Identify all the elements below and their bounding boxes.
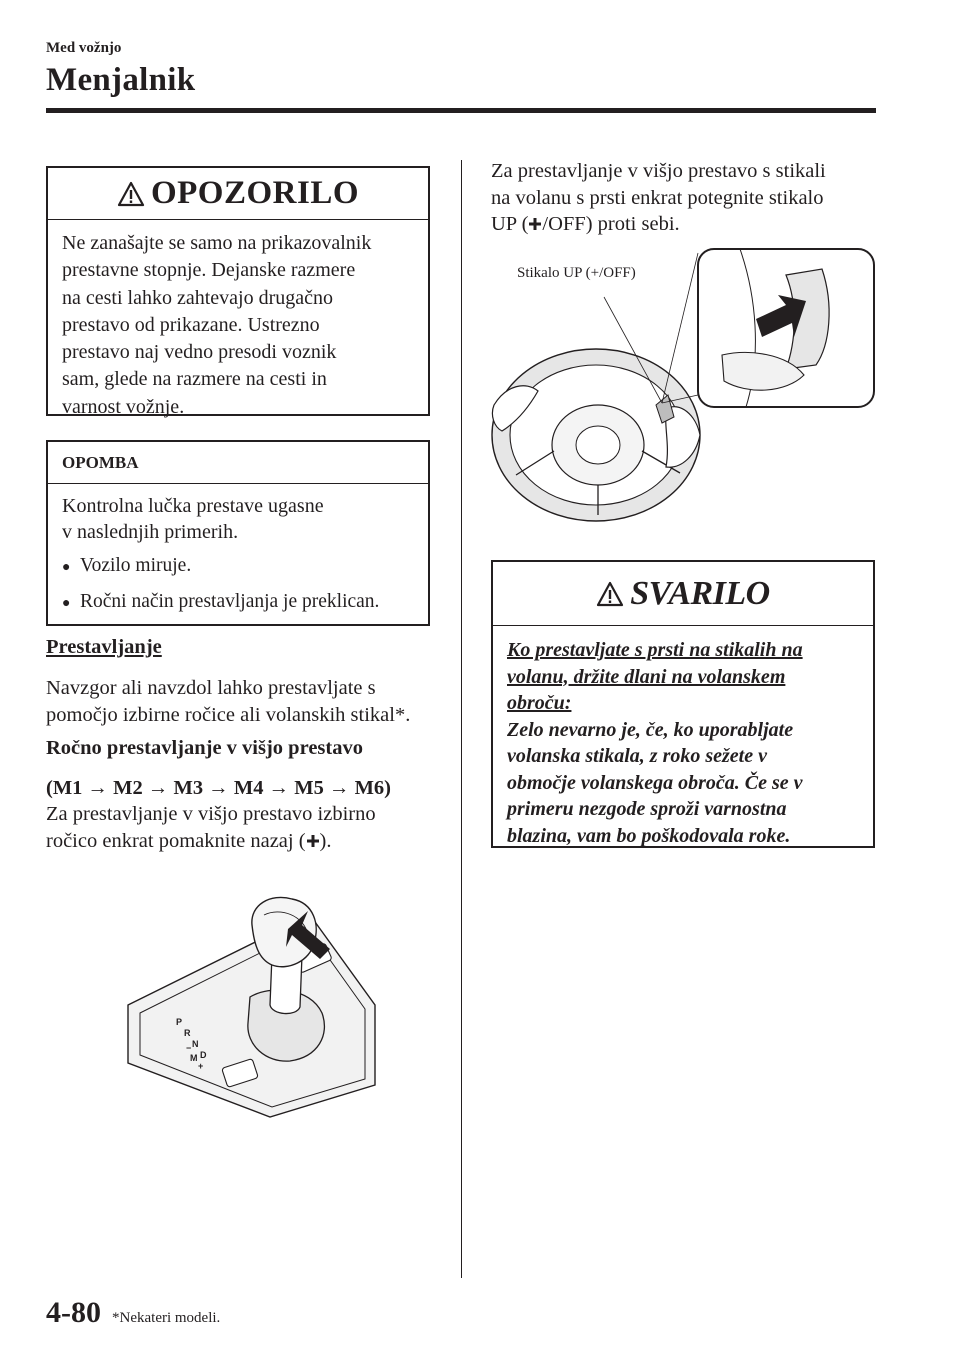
gear-label-minus: − bbox=[186, 1043, 192, 1053]
warning-header bbox=[48, 168, 428, 220]
caution-line: Zelo nevarno je, če, ko uporabljate bbox=[507, 718, 794, 741]
paddle-instruction-text: UP ( bbox=[491, 213, 529, 235]
shifting-intro-line: Navzgor ali navzdol lahko prestavljate s bbox=[46, 677, 376, 699]
warning-box bbox=[46, 166, 430, 416]
warning-line: prestavo od prikazane. Ustrezno bbox=[62, 313, 320, 336]
plus-icon bbox=[528, 217, 542, 231]
lever-instruction-text: ). bbox=[319, 829, 332, 852]
plus-icon bbox=[306, 834, 320, 848]
gear-label-n: N bbox=[192, 1039, 199, 1049]
warning-line: prestavo naj vedno presodi voznik bbox=[62, 341, 337, 364]
upshift-heading: Ročno prestavljanje v višjo prestavo bbox=[46, 737, 363, 759]
warning-line: na cesti lahko zahtevajo drugačno bbox=[62, 286, 333, 309]
note-item-text: Vozilo miruje. bbox=[80, 555, 192, 576]
gear-lever-illustration bbox=[120, 885, 380, 1125]
caution-line: volanska stikala, z roko sežete v bbox=[507, 745, 767, 767]
caution-title: SVARILO bbox=[630, 574, 770, 612]
gear-label-m: M bbox=[190, 1053, 198, 1063]
caution-underlined-line: obroču: bbox=[507, 692, 572, 714]
shifting-intro bbox=[46, 675, 410, 728]
note-box bbox=[46, 440, 430, 626]
gear-label-d: D bbox=[200, 1050, 207, 1060]
steering-wheel-illustration bbox=[486, 245, 878, 530]
caution-line: primeru nezgode sproži varnostna bbox=[507, 798, 787, 820]
section-label: Med vožnjo bbox=[46, 40, 122, 56]
warning-triangle-icon bbox=[596, 581, 624, 607]
shifting-intro-line: pomočjo izbirne ročice ali volanskih stikal*. bbox=[46, 703, 411, 726]
paddle-instruction-line: na volanu s prsti enkrat potegnite stikalo bbox=[491, 186, 824, 209]
caution-box bbox=[491, 560, 875, 848]
paddle-instruction bbox=[491, 158, 826, 238]
caution-underlined-line: volanu, držite dlani na volanskem bbox=[507, 665, 786, 688]
warning-triangle-icon bbox=[117, 181, 145, 207]
paddle-figure-label: Stikalo UP (+/OFF) bbox=[517, 265, 636, 281]
footnote: *Nekateri modeli. bbox=[112, 1310, 221, 1326]
note-item-text: Ročni način prestavljanja je preklican. bbox=[80, 591, 380, 612]
paddle-instruction-line bbox=[491, 211, 826, 238]
caution-text bbox=[493, 626, 873, 849]
bullet-icon: ● bbox=[62, 560, 71, 575]
page-number: 4-80 bbox=[46, 1296, 101, 1329]
lever-instruction bbox=[46, 801, 376, 854]
column-divider bbox=[461, 160, 462, 1278]
note-intro-line: Kontrolna lučka prestave ugasne bbox=[62, 495, 324, 517]
lever-instruction-line: Za prestavljanje v višjo prestavo izbirno bbox=[46, 803, 376, 825]
lever-instruction-line bbox=[46, 828, 376, 855]
gear-label-r: R bbox=[184, 1028, 191, 1038]
warning-line: sam, glede na razmere na cesti in bbox=[62, 368, 327, 391]
warning-line: varnost vožnje. bbox=[62, 395, 185, 418]
caution-header bbox=[493, 562, 873, 626]
paddle-instruction-line: Za prestavljanje v višjo prestavo s stikali bbox=[491, 160, 826, 182]
caution-underlined-line: Ko prestavljate s prsti na stikalih na bbox=[507, 639, 803, 661]
lever-instruction-text: ročico enkrat pomaknite nazaj ( bbox=[46, 829, 306, 852]
gear-sequence: (M1 → M2 → M3 → M4 → M5 → M6) bbox=[46, 777, 391, 799]
gear-label-p: P bbox=[176, 1017, 183, 1027]
note-header bbox=[48, 442, 428, 484]
warning-text bbox=[48, 220, 428, 421]
shifting-heading: Prestavljanje bbox=[46, 636, 162, 658]
warning-line: Ne zanašajte se samo na prikazovalnik bbox=[62, 232, 372, 254]
note-intro-line: v naslednjih primerih. bbox=[62, 521, 239, 543]
warning-title: OPOZORILO bbox=[150, 175, 360, 211]
list-item bbox=[62, 589, 414, 617]
gear-label-plus: + bbox=[198, 1061, 204, 1071]
caution-line: območje volanskega obroča. Če se v bbox=[507, 771, 803, 794]
bullet-icon: ● bbox=[62, 596, 71, 611]
caution-line: blazina, vam bo poškodovala roke. bbox=[507, 824, 791, 847]
note-title: OPOMBA bbox=[62, 452, 139, 472]
page-title: Menjalnik bbox=[46, 62, 196, 98]
list-item bbox=[62, 553, 414, 581]
paddle-instruction-text: /OFF) proti sebi. bbox=[542, 213, 680, 235]
note-text bbox=[48, 484, 428, 617]
warning-line: prestavne stopnje. Dejanske razmere bbox=[62, 259, 356, 282]
title-rule bbox=[46, 108, 876, 113]
